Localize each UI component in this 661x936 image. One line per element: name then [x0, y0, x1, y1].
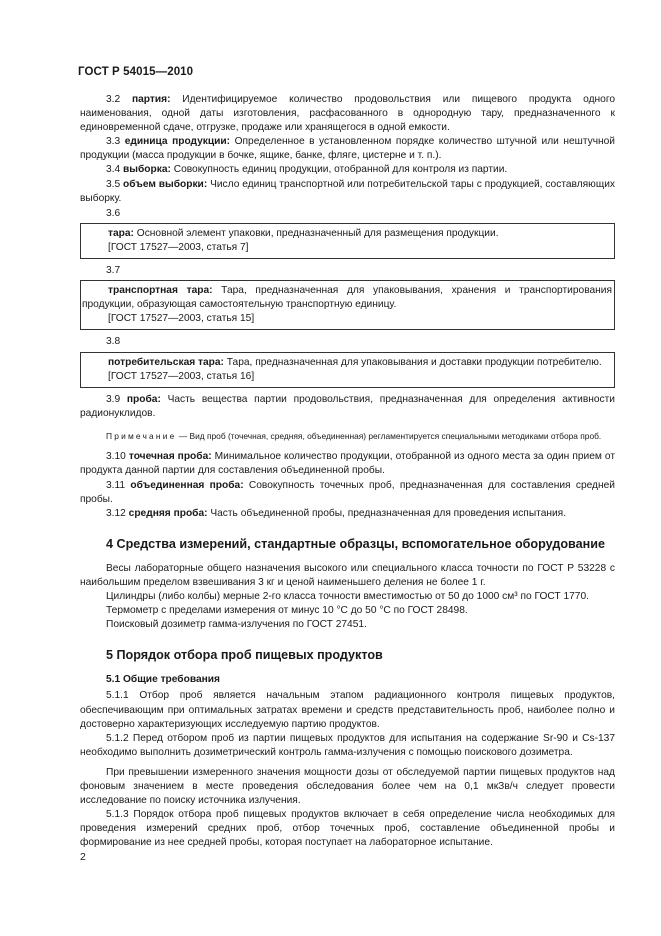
section-4-heading: 4 Средства измерений, стандартные образцы, вспомогательное оборудование [106, 536, 605, 551]
term-definition: Совокупность единиц продукции, отобранной для контроля из партии. [170, 164, 508, 176]
note [80, 430, 615, 443]
term-definition: Основной элемент упаковки, предназначенный для размещения продукции. [133, 227, 499, 239]
document-header: ГОСТ Р 54015—2010 [78, 66, 194, 78]
term-3-4 [80, 163, 615, 177]
section-4-para-3: Термометр с пределами измерения от минус 10 °С до 50 °С по ГОСТ 28498. [106, 605, 468, 617]
term-name: выборка: [123, 164, 171, 176]
term-definition: Минимальное количество продукции, отобранной из одного места за один прием от продукта данной партии для составления объединенной пробы. [80, 451, 615, 477]
term-number: 3.11 [106, 479, 126, 491]
term-box-3-7 [80, 280, 615, 330]
term-3-3 [80, 135, 615, 163]
document-body [80, 93, 615, 850]
term-name: объединенная проба: [130, 479, 244, 491]
term-definition: Идентифицируемое количество продовольствия или пищевого продукта одного наименования, одной даты изготовления, расфасованного в однородную тару, предназначенного к единовременной сдаче, отгрузке, продаже или хранящегося в одной емкости. [80, 94, 615, 134]
term-number-3-7: 3.7 [106, 265, 121, 277]
term-reference: [ГОСТ 17527—2003, статья 7] [108, 241, 249, 253]
term-3-12 [80, 507, 615, 521]
term-name: точечная проба: [128, 451, 212, 463]
term-name: единица продукции: [124, 136, 231, 148]
term-number: 3.9 [106, 393, 121, 405]
term-number: 3.5 [106, 178, 121, 190]
term-definition: Число единиц транспортной или потребительской тары с продукцией, составляющих выборку. [80, 178, 615, 204]
term-reference: [ГОСТ 17527—2003, статья 16] [108, 370, 255, 382]
term-box-3-6 [80, 223, 615, 259]
term-box-3-8 [80, 352, 615, 388]
para-5-1-2-continued: При превышении измеренного значения мощности дозы от обследуемой партии пищевых продуктов над фоновым значением в месте проведения обследования более чем на 0,1 мкЗв/ч следует провести исследование по поиску источника излучения. [80, 766, 615, 807]
subsection-5-1-heading: 5.1 Общие требования [106, 674, 220, 686]
section-4-para-4: Поисковый дозиметр гамма-излучения по ГОСТ 27451. [106, 619, 367, 631]
term-3-5 [80, 178, 615, 206]
term-definition: Часть вещества партии продовольствия, предназначенная для определения активности радионуклидов. [80, 393, 615, 419]
term-number-3-6: 3.6 [106, 207, 121, 219]
term-definition: Тара, предназначенная для упаковывания, хранения и транспортирования продукции, образующая самостоятельную транспортную единицу. [82, 285, 612, 311]
term-number: 3.4 [106, 164, 121, 176]
para-5-1-1: 5.1.1 Отбор проб является начальным этапом радиационного контроля пищевых продуктов, обеспечивающим при оптимальных затратах времени и средств представительность проб, наиболее полно и достоверно характеризующих исследуемую партию продуктов. [80, 690, 615, 730]
term-reference: [ГОСТ 17527—2003, статья 15] [108, 313, 255, 325]
term-name: объем выборки: [123, 178, 208, 190]
term-name: тара: [108, 227, 134, 239]
term-number-3-8: 3.8 [106, 336, 121, 348]
term-name: партия: [131, 94, 171, 105]
term-definition: Определенное в установленном порядке количество штучной или нештучной продукции (масса продукции в бочке, ящике, банке, фляге, цистерне и т. п.). [80, 136, 615, 162]
term-definition: Тара, предназначенная для упаковывания и доставки продукции потребителю. [223, 356, 602, 368]
note-label: Примечание [106, 430, 177, 441]
term-number: 3.10 [106, 451, 126, 463]
note-text: — Вид проб (точечная, средняя, объединенная) регламентируется специальными методиками отбора проб. [176, 430, 602, 441]
term-name: средняя проба: [128, 507, 208, 519]
term-number: 3.2 [106, 94, 121, 105]
term-3-9 [80, 393, 615, 421]
term-name: проба: [126, 393, 161, 405]
term-name: транспортная тара: [108, 285, 213, 297]
term-definition: Совокупность точечных проб, предназначенная для составления средней пробы. [80, 479, 615, 505]
section-5-heading: 5 Порядок отбора проб пищевых продуктов [106, 648, 383, 663]
term-3-2 [80, 93, 615, 135]
term-definition: Часть объединенной пробы, предназначенная для проведения испытания. [207, 507, 567, 519]
section-4-para-1: Весы лабораторные общего назначения высокого или специального класса точности по ГОСТ Р 53228 с наибольшим пределом взвешивания 3 кг и ценой наименьшего деления не более 1 г. [80, 562, 615, 588]
term-3-11 [80, 479, 615, 507]
para-5-1-2: 5.1.2 Перед отбором проб из партии пищевых продуктов для испытания на содержание Sr-90 и Cs-137 необходимо выполнить дозиметрический контроль гамма-излучения с помощью поискового дозиметра. [80, 732, 615, 758]
term-3-10 [80, 450, 615, 478]
term-name: потребительская тара: [108, 356, 224, 368]
term-number: 3.3 [106, 136, 121, 148]
page-number: 2 [80, 851, 86, 863]
section-4-para-2: Цилиндры (либо колбы) мерные 2-го класса точности вместимостью от 50 до 1000 см³ по ГОСТ 1770. [106, 591, 589, 603]
para-5-1-3: 5.1.3 Порядок отбора проб пищевых продуктов включает в себя определение числа необходимых для проведения измерений средних проб, отбор точечных проб, составление объединенной пробы и формирование из нее средней пробы, которая поступает на лабораторное испытание. [80, 809, 615, 849]
term-number: 3.12 [106, 507, 126, 519]
